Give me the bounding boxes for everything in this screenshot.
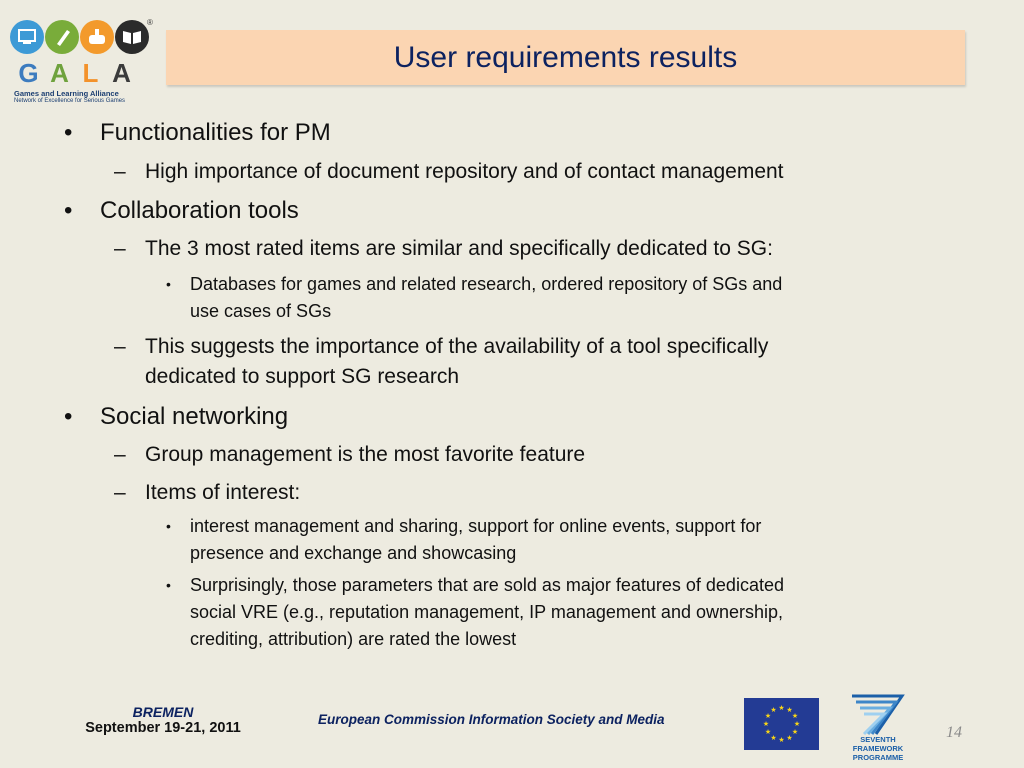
bullet-text: Group management is the most favorite feature	[145, 443, 586, 466]
eu-flag-logo	[744, 698, 819, 750]
bullet-text: The 3 most rated items are similar and specifically dedicated to SG:	[145, 237, 773, 260]
bullet-dot: •	[166, 577, 171, 593]
footer-organization: European Commission Information Society and Media	[318, 712, 665, 727]
svg-text:★: ★	[764, 713, 772, 720]
title-band	[166, 30, 965, 85]
bullet-text: Items of interest:	[145, 481, 301, 504]
dash-marker: –	[114, 160, 126, 183]
svg-text:★: ★	[793, 721, 801, 728]
dash-marker: –	[114, 443, 126, 466]
bullet-text: This suggests the importance of the availability of a tool specifically	[145, 335, 769, 358]
logo-tagline: Games and Learning Alliance	[14, 89, 119, 98]
svg-text:★: ★	[791, 713, 799, 720]
logo-letter: A	[50, 58, 71, 88]
svg-text:★: ★	[778, 705, 785, 712]
dash-marker: –	[114, 237, 126, 260]
gala-logo	[10, 16, 153, 104]
svg-text:★: ★	[791, 729, 799, 736]
pen-icon	[45, 20, 79, 54]
logo-letter: A	[112, 58, 133, 88]
svg-text:★: ★	[762, 721, 770, 728]
bullet-text: Functionalities for PM	[100, 119, 331, 146]
bullet-text: interest management and sharing, support for online events, support for	[190, 516, 762, 536]
bullet-text: Databases for games and related research, ordered repository of SGs and	[190, 274, 783, 294]
dash-marker: –	[114, 481, 126, 504]
bullet-text-continued: use cases of SGs	[190, 301, 332, 321]
bullet-dot: •	[166, 276, 171, 292]
slide-title: User requirements results	[393, 40, 738, 74]
bullet-text: High importance of document repository and of contact management	[145, 160, 784, 183]
monitor-icon	[10, 20, 44, 54]
bullet-text: Collaboration tools	[100, 197, 299, 224]
bullet-text-continued: presence and exchange and showcasing	[190, 543, 517, 563]
svg-text:★: ★	[786, 707, 793, 714]
svg-text:★: ★	[770, 735, 777, 742]
svg-text:★: ★	[764, 729, 772, 736]
logo-subtagline: Network of Excellence for Serious Games	[14, 98, 126, 104]
gamepad-icon	[80, 20, 114, 54]
logo-letters	[14, 58, 150, 89]
logo-letter: L	[82, 58, 101, 88]
footer-event	[58, 704, 268, 736]
bullet-text: Surprisingly, those parameters that are sold as major features of dedicated	[190, 575, 784, 595]
registered-mark: ®	[147, 18, 153, 27]
footer-date: September 19-21, 2011	[85, 720, 241, 736]
footer-city: BREMEN	[132, 704, 194, 720]
svg-text:★: ★	[770, 707, 777, 714]
page-number: 14	[946, 724, 962, 741]
logo-letter: G	[18, 58, 41, 88]
bullet-text-continued: social VRE (e.g., reputation management, IP management and ownership,	[190, 602, 784, 622]
bullet-dot: •	[166, 518, 171, 534]
fp7-caption: SEVENTH FRAMEWORK PROGRAMME	[852, 735, 904, 762]
bullet-dot: •	[64, 197, 73, 224]
logo-icons	[10, 16, 150, 60]
bullet-text-continued: crediting, attribution) are rated the lowest	[190, 629, 517, 649]
bullet-text: Social networking	[100, 403, 289, 430]
bullet-dot: •	[64, 403, 73, 430]
svg-text:★: ★	[778, 737, 785, 744]
svg-text:★: ★	[786, 735, 793, 742]
book-icon	[115, 20, 149, 54]
bullet-text-continued: dedicated to support SG research	[145, 365, 460, 388]
bullet-dot: •	[64, 119, 73, 146]
dash-marker: –	[114, 335, 126, 358]
